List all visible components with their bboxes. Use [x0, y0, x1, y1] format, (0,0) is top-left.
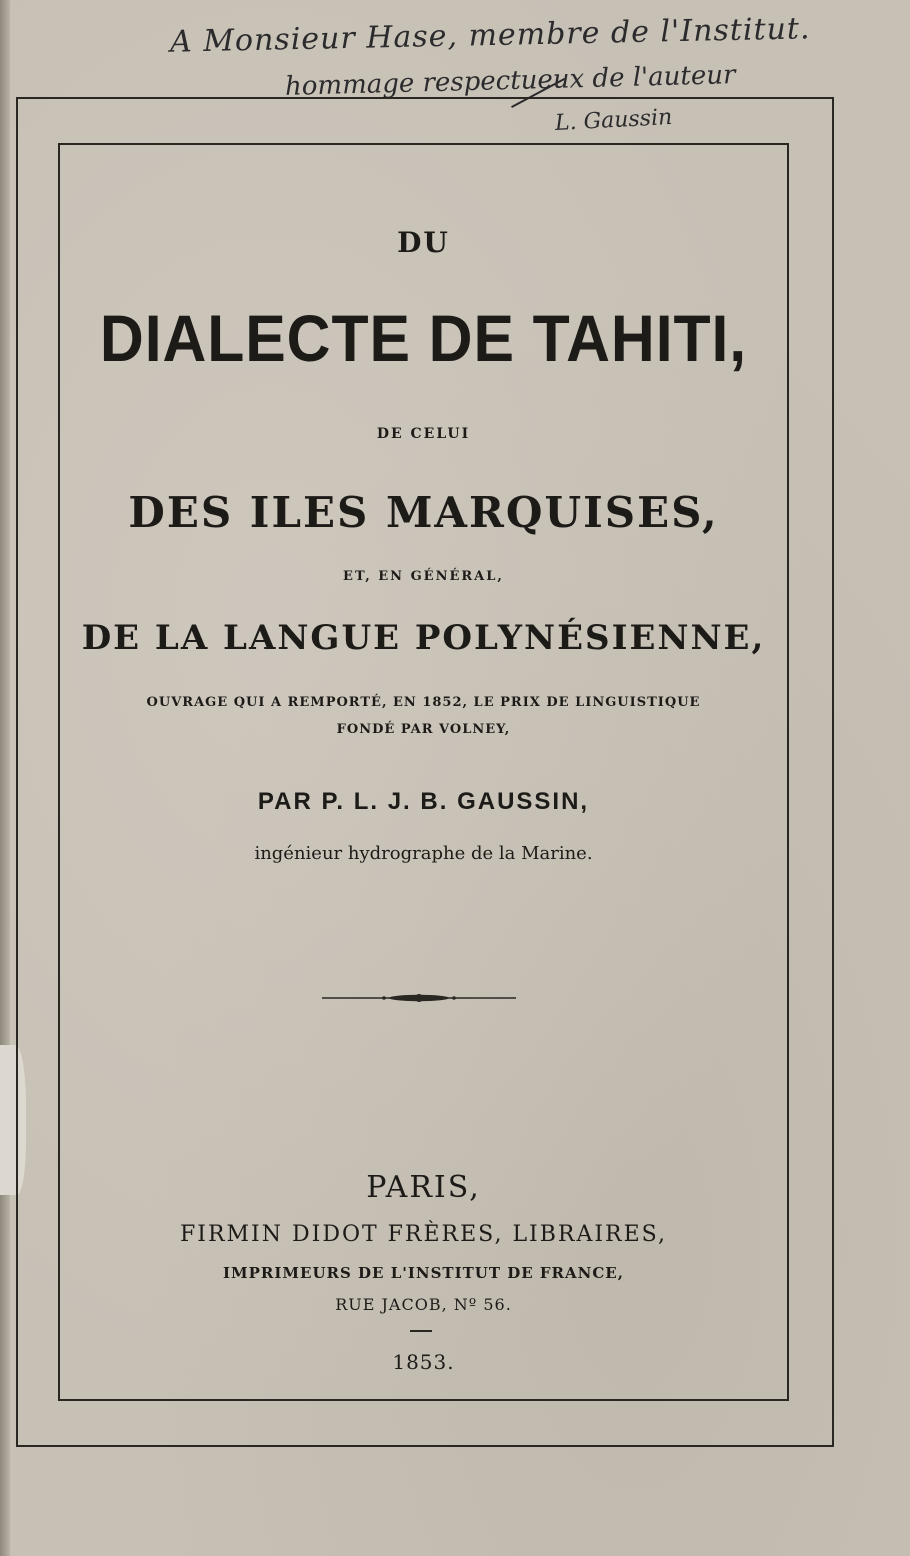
prize-note-line-2: FONDÉ PAR VOLNEY,	[336, 722, 511, 737]
subtitle-et-en-general: ET, EN GÉNÉRAL,	[343, 569, 504, 584]
subtitle-de-celui: DE CELUI	[376, 426, 471, 442]
main-title: DIALECTE DE TAHITI,	[99, 301, 748, 375]
inscription-signature: L. Gaussin	[554, 104, 673, 137]
author-role: ingénieur hydrographe de la Marine.	[254, 843, 593, 864]
imprint-year: 1853.	[392, 1350, 455, 1374]
imprint-publisher: FIRMIN DIDOT FRÈRES, LIBRAIRES,	[180, 1222, 667, 1247]
imprint-dash	[410, 1330, 432, 1332]
subtitle-iles-marquises: DES ILES MARQUISES,	[128, 488, 719, 537]
ornamental-rule	[322, 988, 516, 1008]
title-du: DU	[397, 226, 450, 259]
subtitle-langue-polynesienne: DE LA LANGUE POLYNÉSIENNE,	[81, 618, 766, 658]
author-name: PAR P. L. J. B. GAUSSIN,	[257, 788, 590, 815]
imprint-printers: IMPRIMEURS DE L'INSTITUT DE FRANCE,	[223, 1264, 624, 1282]
prize-note-line-1: OUVRAGE QUI A REMPORTÉ, EN 1852, LE PRIX DE LINGUISTIQUE	[146, 695, 701, 710]
imprint-city: PARIS,	[366, 1170, 481, 1205]
imprint-address: RUE JACOB, Nº 56.	[335, 1295, 512, 1314]
page-edge-shadow	[0, 0, 10, 1556]
inscription-line-1: A Monsieur Hase, membre de l'Institut.	[169, 11, 811, 60]
inscription-line-2: hommage respectueux de l'auteur	[284, 60, 736, 102]
